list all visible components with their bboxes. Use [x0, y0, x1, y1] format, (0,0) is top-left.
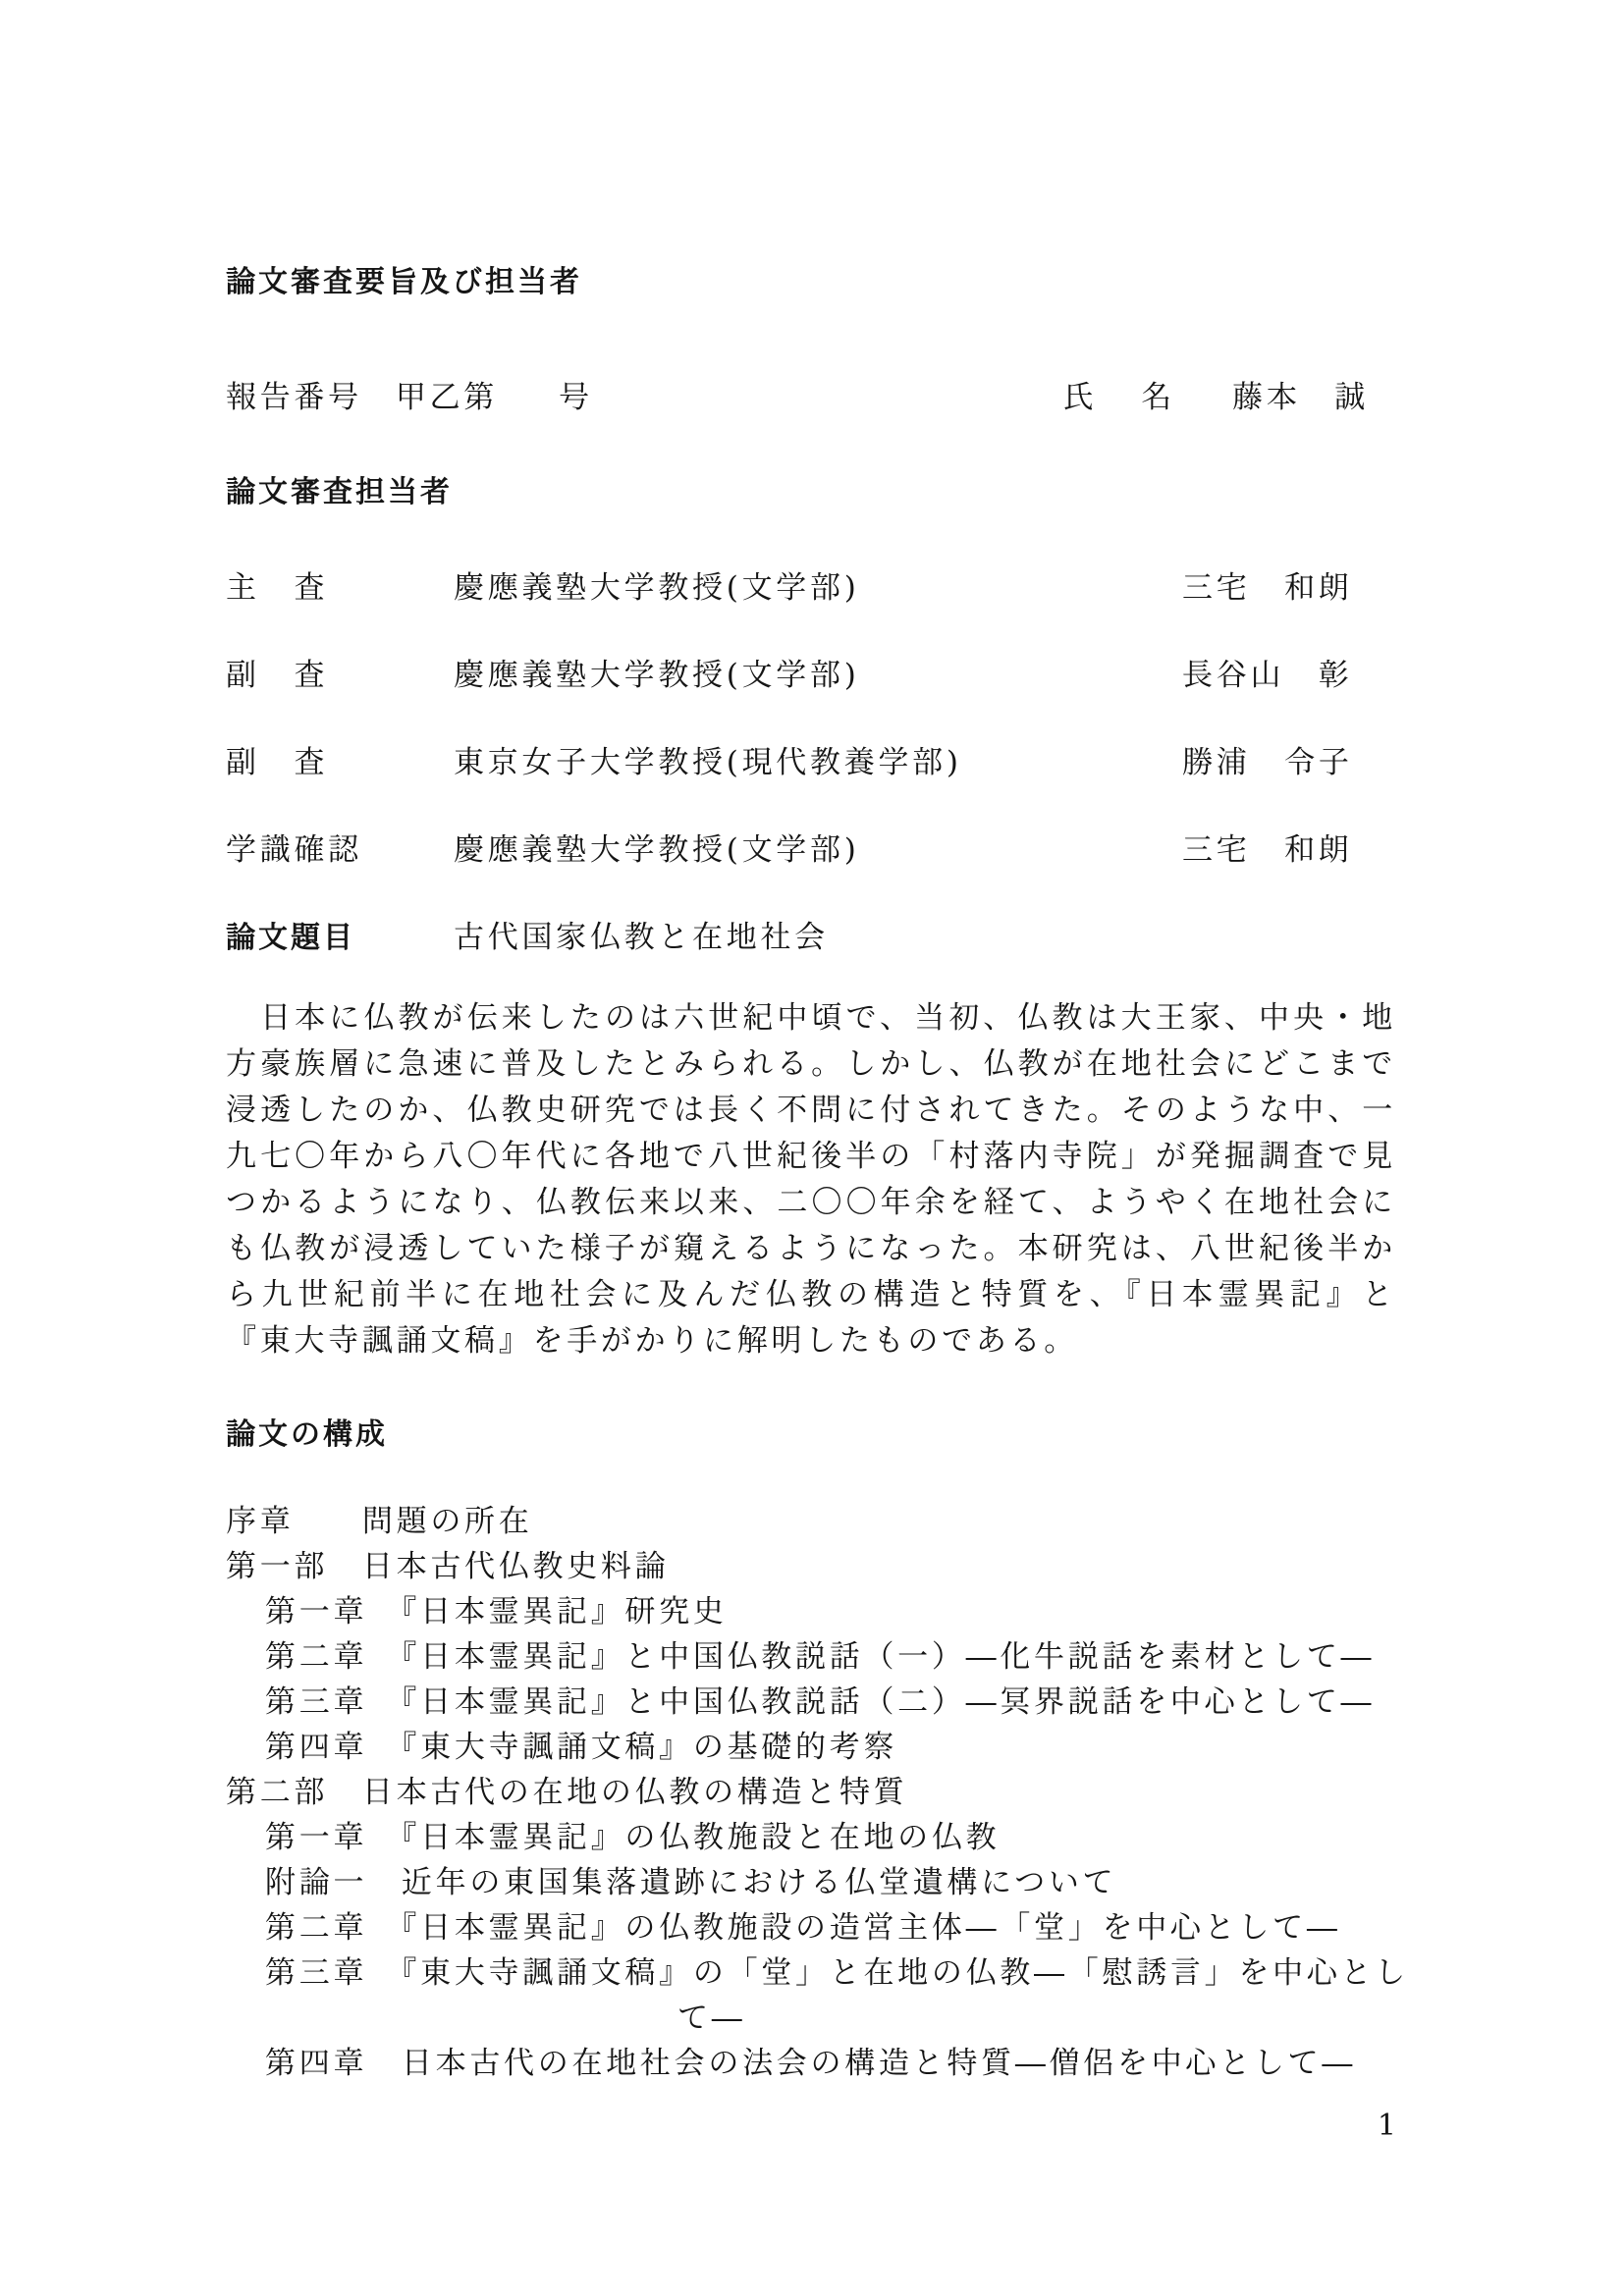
thesis-title-value: 古代国家仏教と在地社会	[454, 920, 829, 955]
toc-line: 第四章 日本古代の在地社会の法会の構造と特質―僧侶を中心として―	[265, 2046, 1357, 2081]
toc-line: 第二章 『日本霊異記』と中国仏教説話（一）―化牛説話を素材として―	[265, 1639, 1376, 1675]
page-title: 論文審査要旨及び担当者	[226, 265, 582, 299]
author-name: 藤本 誠	[1232, 380, 1369, 415]
name-label-shi: 氏	[1062, 380, 1098, 415]
toc-line: 第三章 『日本霊異記』と中国仏教説話（二）―冥界説話を中心として―	[265, 1684, 1376, 1720]
committee-member-name: 三宅 和朗	[1182, 832, 1353, 868]
toc-line: 序章 問題の所在	[226, 1504, 533, 1539]
report-number-label: 報告番号	[226, 380, 362, 415]
committee-row	[226, 741, 1396, 784]
committee-affiliation: 東京女子大学教授(現代教養学部)	[454, 745, 962, 780]
table-of-contents	[226, 1499, 1409, 2086]
report-number-prefix: 甲乙第	[395, 380, 499, 415]
toc-line: 第二章 『日本霊異記』の仏教施設の造営主体―「堂」を中心として―	[265, 1910, 1341, 1946]
report-number-row	[226, 376, 1396, 419]
toc-line: 第一部 日本古代仏教史料論	[226, 1549, 670, 1584]
committee-row	[226, 828, 1396, 872]
committee-heading: 論文審査担当者	[226, 475, 453, 509]
committee-role: 主 査	[226, 570, 329, 606]
toc-line: 第四章 『東大寺諷誦文稿』の基礎的考察	[265, 1730, 898, 1765]
toc-line: 第三章 『東大寺諷誦文稿』の「堂」と在地の仏教―「慰誘言」を中心とし	[265, 1955, 1409, 1991]
committee-role: 副 査	[226, 658, 329, 693]
committee-member-name: 長谷山 彰	[1182, 658, 1353, 693]
thesis-title-row	[226, 916, 1396, 959]
toc-line: 第一章 『日本霊異記』研究史	[265, 1594, 728, 1629]
committee-rows	[226, 566, 1396, 872]
committee-affiliation: 慶應義塾大学教授(文学部)	[454, 658, 860, 693]
page-number: 1	[1377, 2109, 1396, 2143]
committee-role: 副 査	[226, 745, 329, 780]
report-number-suffix: 号	[559, 380, 593, 415]
committee-role: 学識確認	[226, 832, 362, 868]
toc-line: 第二部 日本古代の在地の仏教の構造と特質	[226, 1775, 908, 1810]
toc-line-continuation: て―	[677, 2001, 746, 2036]
committee-row	[226, 566, 1396, 610]
abstract-paragraph: 日本に仏教が伝来したのは六世紀中頃で、当初、仏教は大王家、中央・地方豪族層に急速に普及したとみられる。しかし、仏教が在地社会にどこまで浸透したのか、仏教史研究では長く不問に付されてきた。そのような中、一九七〇年から八〇年代に各地で八世紀後半の「村落内寺院」が発掘調査で見つかるようになり、仏教伝来以来、二〇〇年余を経て、ようやく在地社会にも仏教が浸透していた様子が窺えるようになった。本研究は、八世紀後半から九世紀前半に在地社会に及んだ仏教の構造と特質を、『日本霊異記』と『東大寺諷誦文稿』を手がかりに解明したものである。	[226, 1000, 1396, 1359]
committee-member-name: 三宅 和朗	[1182, 570, 1353, 606]
document-content	[226, 263, 1409, 2086]
committee-affiliation: 慶應義塾大学教授(文学部)	[454, 570, 860, 606]
thesis-title-label: 論文題目	[226, 921, 355, 955]
name-label-mei: 名	[1141, 380, 1176, 415]
toc-line: 第一章 『日本霊異記』の仏教施設と在地の仏教	[265, 1820, 1001, 1855]
committee-row	[226, 654, 1396, 697]
structure-heading: 論文の構成	[226, 1417, 388, 1452]
committee-affiliation: 慶應義塾大学教授(文学部)	[454, 832, 860, 868]
toc-line: 附論一 近年の東国集落遺跡における仏堂遺構について	[265, 1865, 1117, 1900]
committee-member-name: 勝浦 令子	[1182, 745, 1353, 780]
